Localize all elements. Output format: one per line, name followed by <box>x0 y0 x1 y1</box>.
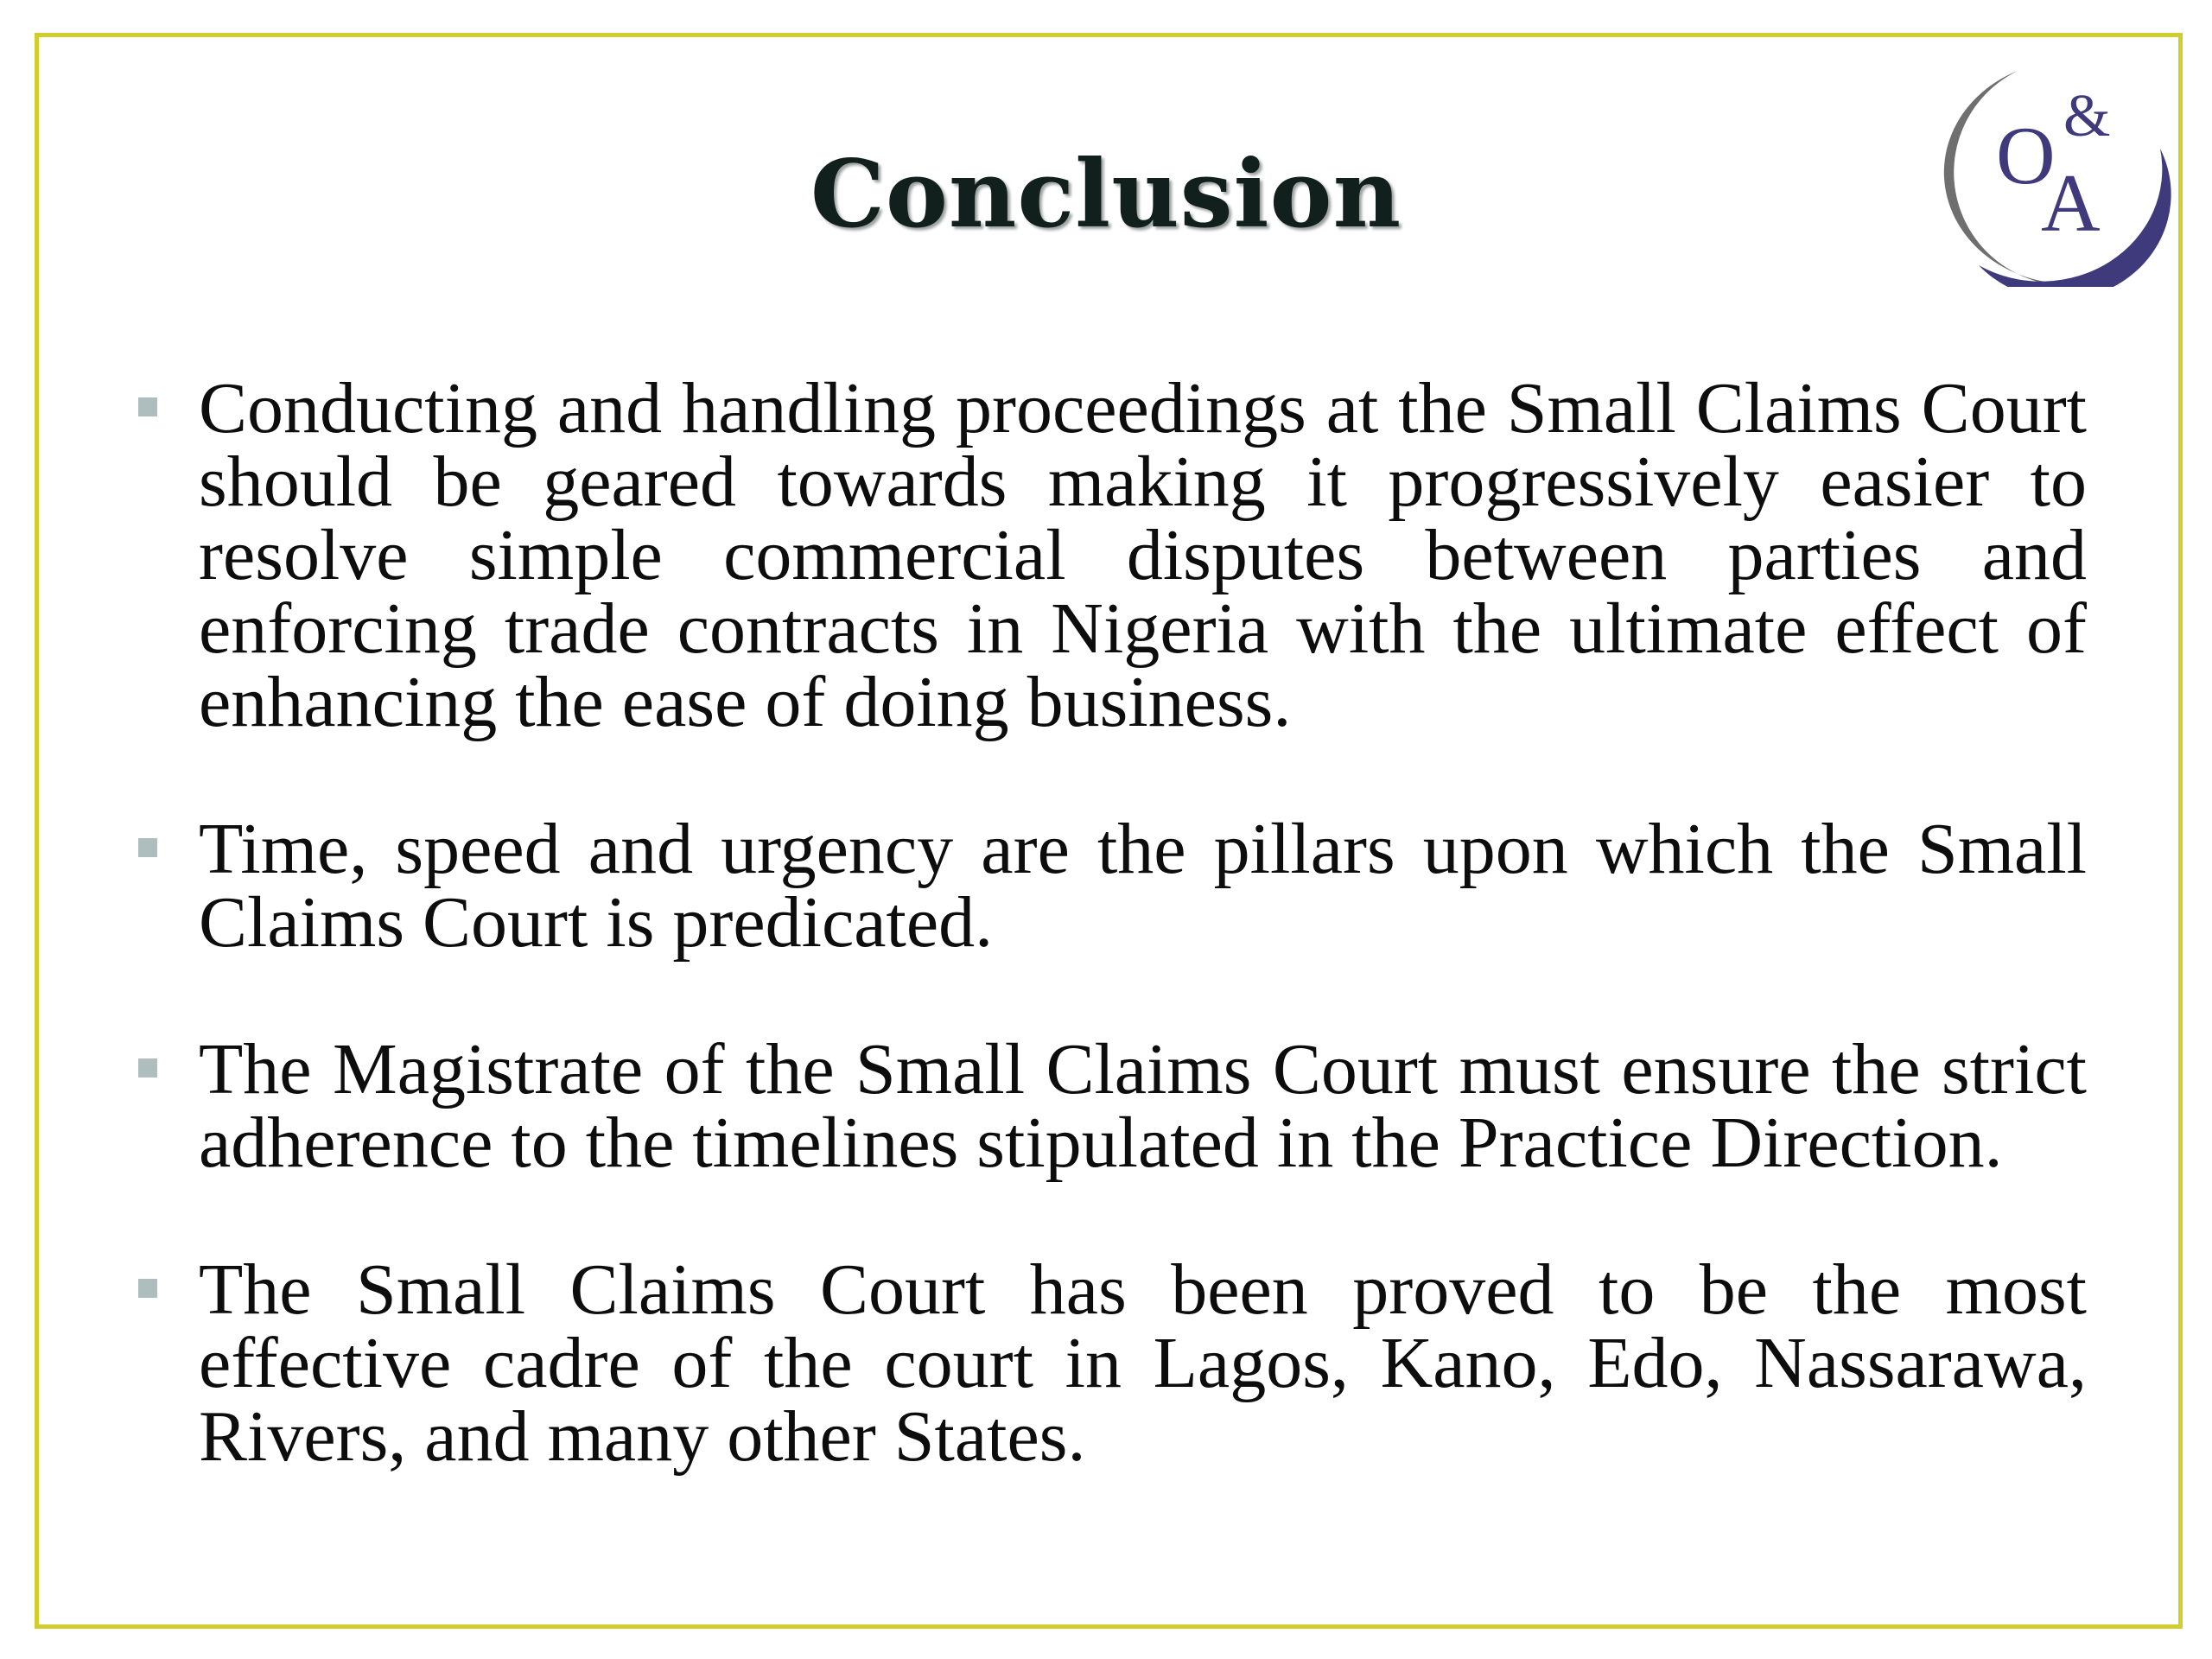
bullet-marker-icon <box>138 397 157 416</box>
bullet-marker-icon <box>138 1279 157 1298</box>
bullet-text: The Magistrate of the Small Claims Court must ensure the strict adherence to the timelines stipulated in the Practice Direction. <box>199 1029 2087 1183</box>
bullet-text: The Small Claims Court has been proved to be the most effective cadre of the court in Lagos, Kano, Edo, Nassarawa, Rivers, and many other States. <box>199 1249 2087 1477</box>
oa-logo <box>1936 54 2182 287</box>
bullet-marker-icon <box>138 1058 157 1077</box>
slide-title: Conclusion <box>810 140 1402 249</box>
logo-letter-o: O <box>1996 110 2056 201</box>
bullet-item <box>134 368 2087 742</box>
bullet-item <box>134 809 2087 963</box>
bullet-item <box>134 1029 2087 1183</box>
bullet-text: Time, speed and urgency are the pillars upon which the Small Claims Court is predicated. <box>199 809 2087 963</box>
bullet-list <box>134 368 2087 1477</box>
bullet-marker-icon <box>138 838 157 857</box>
logo-letter-a: A <box>2041 157 2101 249</box>
bullet-item <box>134 1249 2087 1477</box>
logo-ampersand: & <box>2063 83 2111 149</box>
bullet-text: Conducting and handling proceedings at the Small Claims Court should be geared towards making it progressively easier to resolve simple commercial disputes between parties and enforcing trade contracts in Nigeria with the ultimate effect of enhancing the ease of doing business. <box>199 368 2087 742</box>
